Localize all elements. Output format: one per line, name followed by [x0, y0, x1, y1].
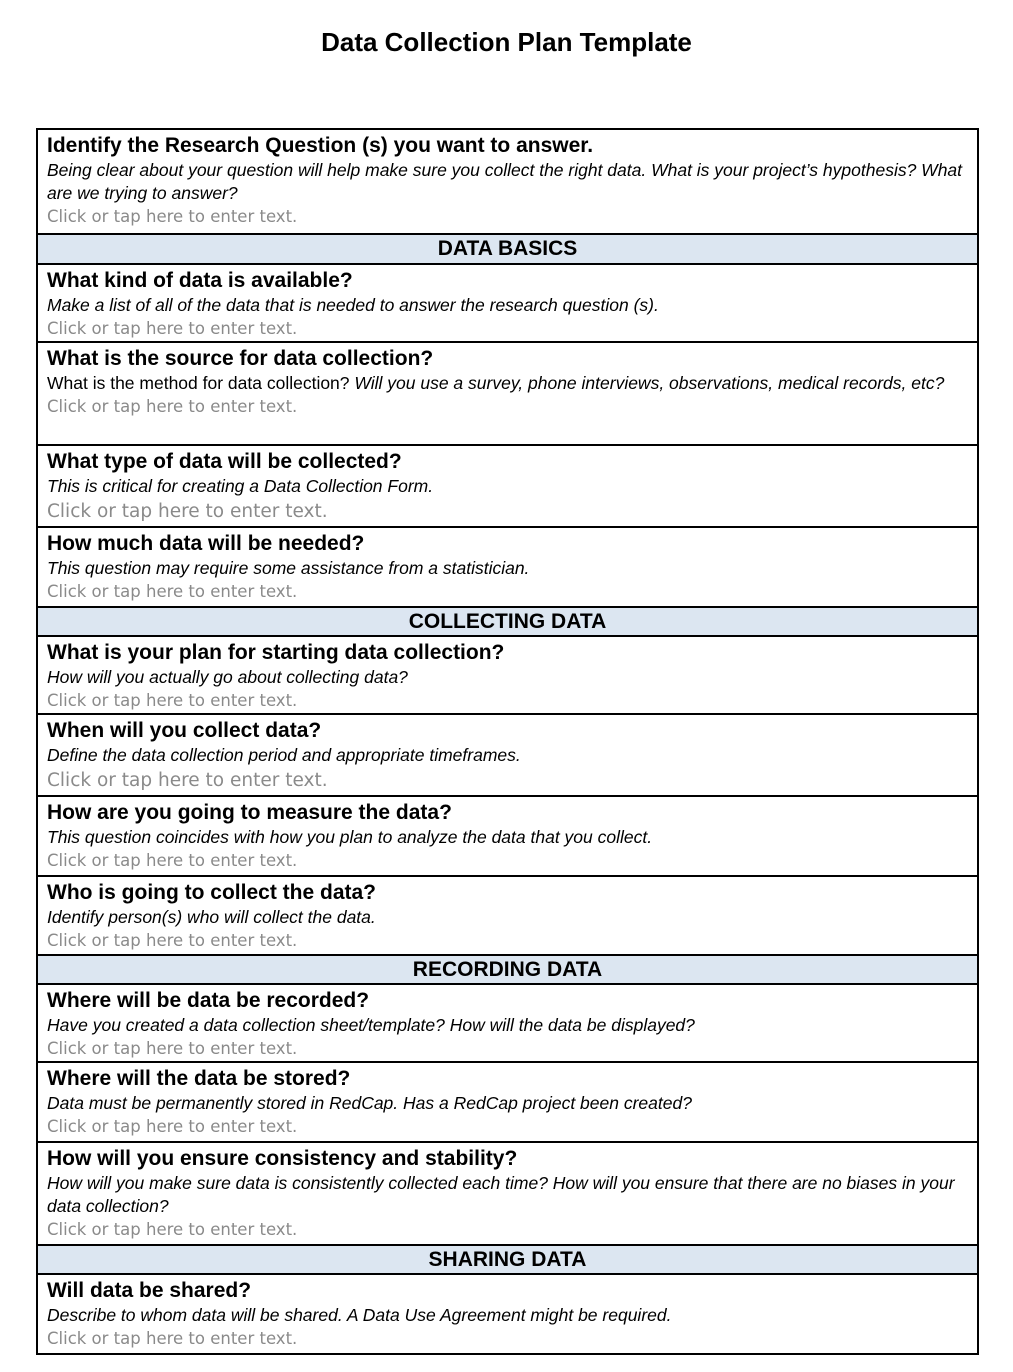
answer-input-field[interactable]: Click or tap here to enter text. [47, 691, 298, 710]
description-italic: Make a list of all of the data that is needed to answer the research question (s). [47, 295, 659, 315]
question-title: Where will the data be stored? [47, 1067, 351, 1090]
description-italic: This question coincides with how you plan to analyze the data that you collect. [47, 827, 653, 847]
question-title: How are you going to measure the data? [47, 801, 452, 824]
answer-input-field[interactable]: Click or tap here to enter text. [47, 397, 298, 416]
question-row [38, 341, 977, 444]
section-label: DATA BASICS [437, 237, 578, 260]
section-header [38, 954, 977, 983]
question-row [38, 444, 977, 526]
question-description [47, 1172, 968, 1218]
description-italic: Data must be permanently stored in RedCap. Has a RedCap project been created? [47, 1093, 692, 1113]
section-header [38, 233, 977, 263]
description-italic: Describe to whom data will be shared. A Data Use Agreement might be required. [47, 1305, 672, 1325]
question-description [47, 372, 968, 395]
question-description [47, 475, 968, 498]
answer-input-field[interactable]: Click or tap here to enter text. [47, 851, 298, 870]
question-title: What kind of data is available? [47, 269, 353, 292]
question-description [47, 906, 968, 929]
section-label: SHARING DATA [428, 1248, 587, 1271]
section-header [38, 606, 977, 635]
question-description [47, 826, 968, 849]
description-italic: This question may require some assistance from a statistician. [47, 558, 530, 578]
question-title: What is your plan for starting data collection? [47, 641, 505, 664]
answer-input-field[interactable]: Click or tap here to enter text. [47, 207, 298, 226]
description-italic: How will you actually go about collecting data? [47, 667, 408, 687]
question-row [38, 875, 977, 954]
section-label: COLLECTING DATA [408, 610, 607, 633]
description-italic: Have you created a data collection sheet/template? How will the data be displayed? [47, 1015, 695, 1035]
question-title: How will you ensure consistency and stability? [47, 1147, 518, 1170]
question-title: Who is going to collect the data? [47, 881, 376, 904]
question-row [38, 1273, 977, 1353]
description-italic: How will you make sure data is consistently collected each time? How will you ensure that there are no biases in your data collection? [47, 1173, 955, 1216]
question-description [47, 744, 968, 767]
description-italic: Define the data collection period and appropriate timeframes. [47, 745, 521, 765]
question-description [47, 557, 968, 580]
answer-input-field[interactable]: Click or tap here to enter text. [47, 1039, 298, 1058]
answer-input-field[interactable]: Click or tap here to enter text. [47, 931, 298, 950]
answer-input-field[interactable]: Click or tap here to enter text. [47, 501, 328, 522]
question-title: How much data will be needed? [47, 532, 365, 555]
question-row [38, 1141, 977, 1244]
question-title: What type of data will be collected? [47, 450, 402, 473]
document-title: Data Collection Plan Template [321, 27, 692, 57]
question-title: Identify the Research Question (s) you want to answer. [47, 134, 594, 157]
question-description [47, 666, 968, 689]
question-row [38, 795, 977, 875]
description-italic: Being clear about your question will help make sure you collect the right data. What is your project’s hypothesis? What are we trying to answer? [47, 160, 963, 203]
question-row [38, 263, 977, 341]
question-row [38, 130, 977, 233]
description-italic: Will you use a survey, phone interviews, observations, medical records, etc? [354, 373, 945, 393]
answer-input-field[interactable]: Click or tap here to enter text. [47, 319, 298, 338]
question-title: What is the source for data collection? [47, 347, 434, 370]
question-title: When will you collect data? [47, 719, 322, 742]
question-description [47, 159, 968, 205]
description-italic: Identify person(s) who will collect the data. [47, 907, 376, 927]
question-row [38, 713, 977, 795]
question-title: Where will be data be recorded? [47, 989, 370, 1012]
question-title: Will data be shared? [47, 1279, 252, 1302]
question-description [47, 1304, 968, 1327]
question-row [38, 1061, 977, 1141]
answer-input-field[interactable]: Click or tap here to enter text. [47, 582, 298, 601]
question-row [38, 983, 977, 1061]
description-italic: This is critical for creating a Data Collection Form. [47, 476, 434, 496]
question-description [47, 294, 968, 317]
section-label: RECORDING DATA [412, 958, 603, 981]
question-row [38, 526, 977, 606]
answer-input-field[interactable]: Click or tap here to enter text. [47, 770, 328, 791]
answer-input-field[interactable]: Click or tap here to enter text. [47, 1329, 298, 1348]
answer-input-field[interactable]: Click or tap here to enter text. [47, 1117, 298, 1136]
section-header [38, 1244, 977, 1273]
question-description [47, 1014, 968, 1037]
answer-input-field[interactable]: Click or tap here to enter text. [47, 1220, 298, 1239]
description-plain: What is the method for data collection? [47, 373, 355, 393]
question-row [38, 635, 977, 713]
question-description [47, 1092, 968, 1115]
plan-table [36, 128, 979, 1355]
